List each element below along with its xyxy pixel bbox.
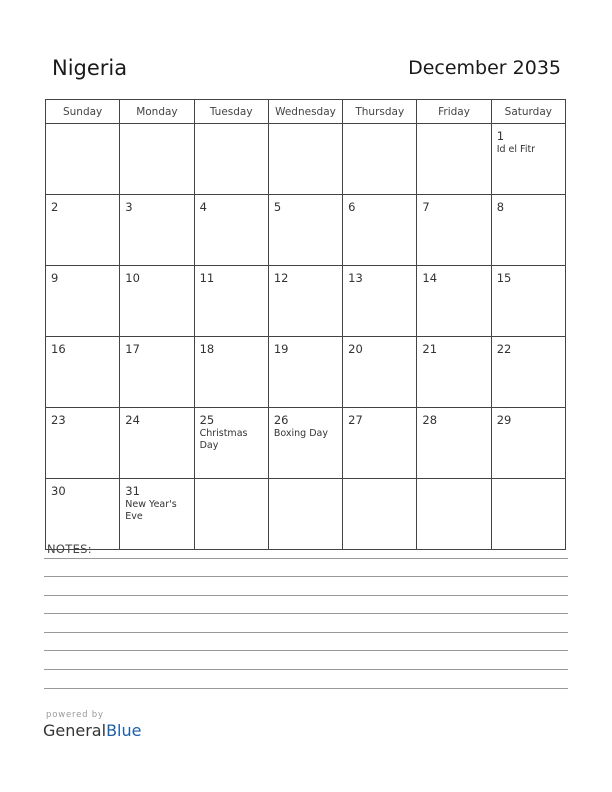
- day-number: 5: [273, 200, 282, 214]
- day-number: 26: [273, 413, 289, 427]
- day-cell: [268, 195, 342, 266]
- day-number: 22: [496, 342, 512, 356]
- day-cell: [46, 124, 120, 195]
- day-cell: [343, 195, 417, 266]
- day-cell: [343, 337, 417, 408]
- day-cell: [491, 337, 565, 408]
- day-cell: [194, 337, 268, 408]
- weekday-header: Wednesday: [268, 100, 342, 124]
- week-row: [46, 195, 566, 266]
- day-number: 16: [51, 342, 66, 356]
- holiday-label: Boxing Day: [273, 428, 328, 439]
- day-cell: [46, 337, 120, 408]
- day-cell: [120, 408, 194, 479]
- powered-by-text: powered by: [46, 710, 104, 720]
- day-cell: [268, 124, 342, 195]
- day-number: 31: [125, 484, 140, 498]
- weekday-header: Saturday: [491, 100, 565, 124]
- day-number: 8: [496, 200, 505, 214]
- note-line: [44, 650, 568, 651]
- day-cell: [417, 408, 491, 479]
- day-cell: [46, 408, 120, 479]
- day-number: 29: [496, 413, 512, 427]
- day-number: 12: [273, 271, 289, 285]
- week-row: [46, 408, 566, 479]
- day-cell: [194, 479, 268, 550]
- calendar-grid: [45, 99, 566, 550]
- day-number: 20: [348, 342, 363, 356]
- week-row: [46, 266, 566, 337]
- day-cell: [491, 195, 565, 266]
- day-cell: [46, 195, 120, 266]
- day-number: 19: [273, 342, 289, 356]
- day-cell: [120, 195, 194, 266]
- weekday-header: Sunday: [46, 100, 120, 124]
- day-cell: [120, 479, 194, 550]
- day-number: 4: [199, 200, 207, 214]
- day-cell: [491, 408, 565, 479]
- day-number: 23: [51, 413, 66, 427]
- day-cell: [268, 408, 342, 479]
- day-cell: [491, 266, 565, 337]
- week-row: [46, 479, 566, 550]
- day-cell: [120, 124, 194, 195]
- day-number: 2: [51, 200, 59, 214]
- day-number: 24: [125, 413, 140, 427]
- day-cell: [343, 408, 417, 479]
- note-line: [44, 632, 568, 633]
- week-row: [46, 337, 566, 408]
- week-row: [46, 124, 566, 195]
- day-cell: [194, 266, 268, 337]
- day-cell: [120, 266, 194, 337]
- day-cell: [46, 479, 120, 550]
- brand-general-text: General: [43, 721, 107, 740]
- weekday-header: Monday: [120, 100, 194, 124]
- note-line: [44, 669, 568, 670]
- day-cell: [417, 124, 491, 195]
- day-cell: [268, 266, 342, 337]
- day-number: 11: [199, 271, 215, 285]
- weekday-header: Friday: [417, 100, 491, 124]
- day-cell: [491, 124, 565, 195]
- day-cell: [343, 266, 417, 337]
- day-number: 27: [348, 413, 363, 427]
- day-cell: [491, 479, 565, 550]
- day-number: 25: [199, 413, 215, 427]
- day-cell: [194, 124, 268, 195]
- day-cell: [120, 337, 194, 408]
- note-line: [44, 595, 568, 596]
- day-number: 30: [51, 484, 66, 498]
- note-line: [44, 688, 568, 689]
- day-number: 21: [422, 342, 438, 356]
- generalblue-logo: [43, 721, 141, 740]
- note-line: [44, 613, 568, 614]
- day-cell: [268, 337, 342, 408]
- day-cell: [417, 479, 491, 550]
- day-number: 10: [125, 271, 140, 285]
- weekday-header: Thursday: [343, 100, 417, 124]
- day-cell: [417, 266, 491, 337]
- day-number: 28: [422, 413, 438, 427]
- holiday-label: Id el Fitr: [496, 144, 536, 155]
- day-number: 15: [496, 271, 512, 285]
- day-cell: [46, 266, 120, 337]
- note-line: [44, 576, 568, 577]
- day-number: 7: [422, 200, 430, 214]
- country-title: Nigeria: [52, 56, 128, 80]
- day-number: 1: [496, 129, 505, 143]
- day-cell: [417, 195, 491, 266]
- weekday-header-row: [46, 100, 566, 124]
- day-number: 18: [199, 342, 215, 356]
- day-number: 6: [348, 200, 356, 214]
- day-number: 14: [422, 271, 438, 285]
- day-cell: [194, 408, 268, 479]
- day-number: 17: [125, 342, 140, 356]
- notes-label: NOTES:: [47, 542, 92, 556]
- day-number: 9: [51, 271, 59, 285]
- day-cell: [343, 479, 417, 550]
- day-cell: [268, 479, 342, 550]
- day-cell: [343, 124, 417, 195]
- note-line: [44, 558, 568, 559]
- day-cell: [194, 195, 268, 266]
- brand-blue-text: Blue: [106, 721, 142, 740]
- holiday-label: Christmas Day: [199, 428, 248, 451]
- day-number: 13: [348, 271, 363, 285]
- day-cell: [417, 337, 491, 408]
- month-year-title: December 2035: [408, 57, 561, 79]
- day-number: 3: [125, 200, 133, 214]
- weekday-header: Tuesday: [194, 100, 268, 124]
- holiday-label: New Year's Eve: [125, 499, 177, 522]
